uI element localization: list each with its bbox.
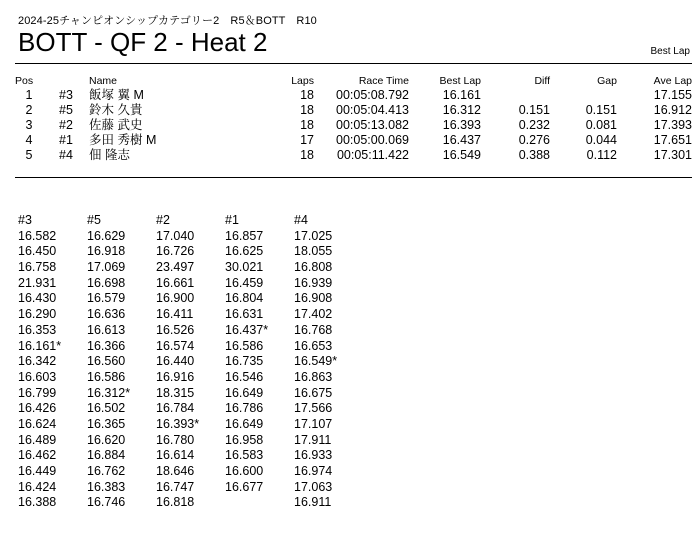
result-pos: 2 xyxy=(25,103,33,117)
result-gap: 0.151 xyxy=(585,103,617,117)
result-laps: 18 xyxy=(300,148,314,162)
lap-time: 16.625 xyxy=(225,244,264,259)
result-kart-number: #2 xyxy=(59,118,73,132)
lap-time: 16.450 xyxy=(18,244,57,259)
lap-time: 16.786 xyxy=(225,401,264,416)
result-diff: 0.276 xyxy=(518,133,550,147)
col-header-best-lap: Best Lap xyxy=(439,75,481,87)
lap-time: 16.620 xyxy=(87,432,126,447)
lap-time: 17.911 xyxy=(294,432,332,447)
result-row xyxy=(15,88,692,103)
lap-time: 18.315 xyxy=(156,385,195,400)
best-lap-tag: Best Lap xyxy=(650,46,690,57)
lap-time: 16.768 xyxy=(294,322,333,337)
result-race-time: 00:05:08.792 xyxy=(336,88,409,102)
lap-column-header: #5 xyxy=(87,213,101,227)
lap-time: 16.290 xyxy=(18,307,57,322)
lap-time: 16.388 xyxy=(18,495,57,510)
lap-time: 16.430 xyxy=(18,291,57,306)
result-laps: 18 xyxy=(300,103,314,117)
results-header-row xyxy=(15,74,692,88)
lap-column-header: #3 xyxy=(18,213,32,227)
lap-time: 16.440 xyxy=(156,354,195,369)
lap-time: 16.603 xyxy=(18,369,57,384)
lap-time: 16.661 xyxy=(156,275,195,290)
lap-time: 16.383 xyxy=(87,479,126,494)
lap-time: 18.646 xyxy=(156,464,195,478)
col-header-laps: Laps xyxy=(291,75,314,87)
lap-time: 16.804 xyxy=(225,291,264,306)
result-gap: 0.044 xyxy=(585,133,617,147)
lap-time: 16.613 xyxy=(87,322,126,337)
lap-time: 16.629 xyxy=(87,228,126,243)
lap-time: 16.908 xyxy=(294,291,333,306)
lap-time: 16.546 xyxy=(225,369,264,384)
lap-time: 16.449 xyxy=(18,464,57,478)
lap-time: 16.933 xyxy=(294,448,333,463)
lap-time: 16.624 xyxy=(18,416,57,431)
lap-time: 16.636 xyxy=(87,307,126,322)
lap-time: 17.040 xyxy=(156,228,195,243)
lap-time: 16.918 xyxy=(87,244,126,259)
result-race-time: 00:05:13.082 xyxy=(336,118,409,132)
result-pos: 5 xyxy=(25,148,33,162)
col-header-diff: Diff xyxy=(534,75,550,87)
lap-time: 16.780 xyxy=(156,432,195,447)
result-kart-number: #3 xyxy=(59,88,73,102)
header-divider xyxy=(15,63,692,64)
result-laps: 18 xyxy=(300,118,314,132)
col-header-pos: Pos xyxy=(15,75,34,87)
result-gap: 0.112 xyxy=(586,148,617,162)
result-race-time: 00:05:00.069 xyxy=(336,133,409,147)
lap-time: 16.342 xyxy=(18,354,57,369)
lap-time: 16.312* xyxy=(87,385,131,400)
result-ave-lap: 17.393 xyxy=(653,118,692,132)
lap-time: 16.437* xyxy=(225,322,269,337)
lap-time: 16.900 xyxy=(156,291,195,306)
lap-time: 16.863 xyxy=(294,369,333,384)
lap-time: 16.726 xyxy=(156,244,195,259)
result-gap xyxy=(550,88,617,103)
lap-time: 16.747 xyxy=(156,479,195,494)
lap-time: 16.758 xyxy=(18,260,57,275)
result-gap: 0.081 xyxy=(585,118,617,132)
lap-time: 16.600 xyxy=(225,464,264,478)
lap-time: 16.649 xyxy=(225,385,264,400)
lap-time: 17.566 xyxy=(294,401,333,416)
lap-time: 16.631 xyxy=(225,307,264,322)
result-ave-lap: 16.912 xyxy=(653,103,692,117)
lap-time: 16.411 xyxy=(156,307,194,322)
lap-time: 16.784 xyxy=(156,401,195,416)
lap-time: 16.677 xyxy=(225,479,264,494)
result-diff: 0.388 xyxy=(518,148,550,162)
lap-time: 16.735 xyxy=(225,354,264,369)
lap-time: 16.583 xyxy=(225,448,264,463)
lap-time: 17.069 xyxy=(87,260,126,275)
result-ave-lap: 17.155 xyxy=(653,88,692,102)
lap-column xyxy=(87,213,156,511)
lap-column xyxy=(294,213,363,511)
lap-time: 16.393* xyxy=(156,416,200,431)
col-header-ave-lap: Ave Lap xyxy=(653,75,692,87)
result-best-lap: 16.312 xyxy=(442,103,481,117)
report-subtitle: 2024-25チャンピオンシップカテゴリー2 R5＆BOTT R10 xyxy=(18,15,317,27)
result-pos: 4 xyxy=(25,133,33,147)
result-diff xyxy=(481,88,550,103)
lap-column-header: #4 xyxy=(294,213,308,227)
result-laps: 17 xyxy=(300,133,314,147)
result-best-lap: 16.549 xyxy=(442,148,481,162)
lap-time: 16.579 xyxy=(87,291,126,306)
lap-time: 17.107 xyxy=(294,416,333,431)
lap-time: 16.549* xyxy=(294,354,338,369)
result-kart-number: #5 xyxy=(59,103,73,117)
result-ave-lap: 17.651 xyxy=(653,133,692,147)
lap-time: 18.055 xyxy=(294,244,333,259)
lap-time: 16.462 xyxy=(18,448,57,463)
result-pos: 3 xyxy=(25,118,33,132)
lap-column xyxy=(225,213,294,511)
result-row xyxy=(15,118,692,133)
lap-time: 16.649 xyxy=(225,416,264,431)
lap-time: 16.808 xyxy=(294,260,333,275)
result-diff: 0.232 xyxy=(518,118,550,132)
lap-time: 16.502 xyxy=(87,401,126,416)
page-title: BOTT - QF 2 - Heat 2 xyxy=(18,27,268,57)
lap-time: 16.582 xyxy=(18,228,57,243)
lap-time: 30.021 xyxy=(225,260,264,275)
result-driver-name: 佃 隆志 xyxy=(89,148,130,162)
result-ave-lap: 17.301 xyxy=(653,148,692,162)
result-driver-name: 飯塚 翼 M xyxy=(89,88,144,102)
result-best-lap: 16.437 xyxy=(442,133,481,147)
results-divider xyxy=(15,177,692,178)
lap-time: 21.931 xyxy=(18,275,57,290)
lap-times-grid xyxy=(18,213,363,511)
result-race-time: 00:05:11.422 xyxy=(336,148,409,162)
lap-time: 16.560 xyxy=(87,354,126,369)
lap-time: 16.653 xyxy=(294,338,333,353)
lap-time: 16.424 xyxy=(18,479,57,494)
lap-time: 16.958 xyxy=(225,432,264,447)
result-laps: 18 xyxy=(300,88,314,102)
lap-column-header: #1 xyxy=(225,213,239,227)
lap-column xyxy=(156,213,225,511)
lap-time: 16.675 xyxy=(294,385,333,400)
results-table xyxy=(15,74,692,163)
result-pos: 1 xyxy=(25,88,33,102)
lap-time: 16.698 xyxy=(87,275,126,290)
lap-column xyxy=(18,213,87,511)
lap-time: 16.857 xyxy=(225,228,264,243)
lap-time: 16.459 xyxy=(225,275,264,290)
result-kart-number: #1 xyxy=(59,133,73,147)
col-header-name: Name xyxy=(89,75,118,87)
lap-time: 16.939 xyxy=(294,275,333,290)
lap-time: 16.574 xyxy=(156,338,195,353)
lap-time: 16.586 xyxy=(225,338,264,353)
result-driver-name: 多田 秀樹 M xyxy=(89,133,157,147)
lap-time: 16.799 xyxy=(18,385,57,400)
lap-time: 16.762 xyxy=(87,464,126,478)
result-row xyxy=(15,148,692,163)
lap-time: 17.402 xyxy=(294,307,333,322)
lap-time: 16.818 xyxy=(156,495,195,510)
lap-time: 16.614 xyxy=(156,448,195,463)
lap-time: 16.353 xyxy=(18,322,57,337)
result-driver-name: 佐藤 武史 xyxy=(89,118,143,132)
col-header-race-time: Race Time xyxy=(358,75,409,87)
lap-time: 16.746 xyxy=(87,495,126,510)
lap-time: 16.161* xyxy=(18,338,62,353)
result-row xyxy=(15,103,692,118)
lap-time: 17.063 xyxy=(294,479,333,494)
result-kart-number: #4 xyxy=(59,148,73,162)
lap-time: 16.586 xyxy=(87,369,126,384)
col-header-no xyxy=(43,74,89,88)
result-race-time: 00:05:04.413 xyxy=(336,103,409,117)
lap-time: 16.366 xyxy=(87,338,126,353)
lap-time: 16.426 xyxy=(18,401,57,416)
lap-time: 16.974 xyxy=(294,464,333,478)
lap-time: 16.916 xyxy=(156,369,195,384)
lap-time: 16.526 xyxy=(156,322,195,337)
lap-time: 16.911 xyxy=(294,495,332,510)
col-header-gap: Gap xyxy=(597,75,617,87)
lap-time: 16.884 xyxy=(87,448,126,463)
result-best-lap: 16.393 xyxy=(442,118,481,132)
result-driver-name: 鈴木 久貴 xyxy=(89,103,143,117)
lap-time: 17.025 xyxy=(294,228,333,243)
result-diff: 0.151 xyxy=(518,103,550,117)
lap-time: 16.489 xyxy=(18,432,57,447)
lap-column-header: #2 xyxy=(156,213,170,227)
lap-time: 23.497 xyxy=(156,260,195,275)
lap-time: 16.365 xyxy=(87,416,126,431)
result-row xyxy=(15,133,692,148)
result-best-lap: 16.161 xyxy=(442,88,481,102)
